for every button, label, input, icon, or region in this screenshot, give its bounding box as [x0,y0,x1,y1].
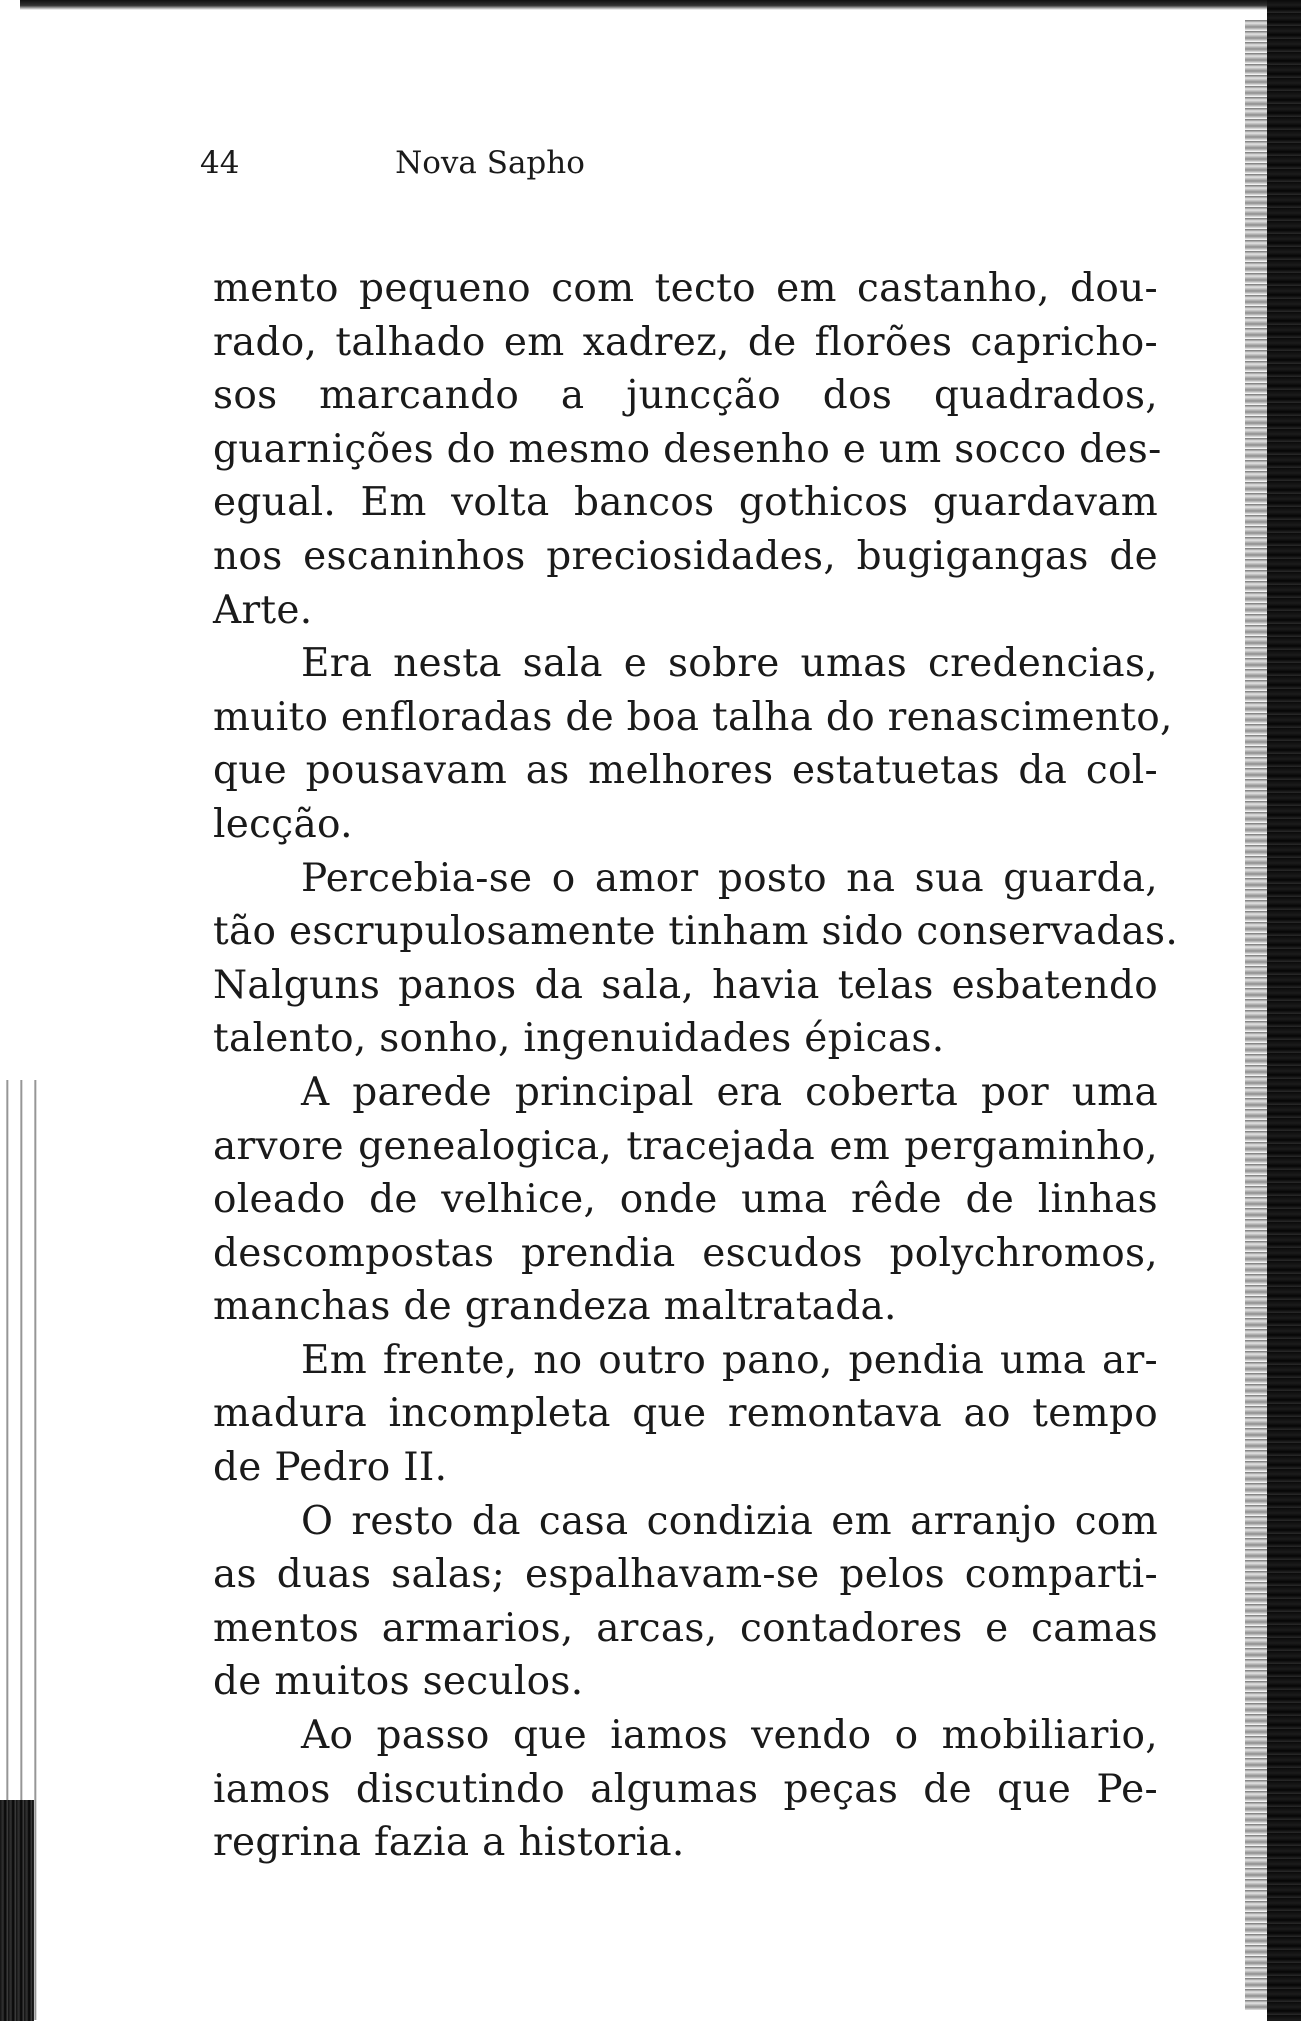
text-line: Arte. [213,587,313,633]
text-line: que pousavam as melhores estatuetas da col- [213,748,1158,794]
book-binding-edge [1267,0,1301,2021]
text-line: talento, sonho, ingenuidades épicas. [213,1016,945,1062]
text-line: guarnições do mesmo desenho e um socco des- [213,426,1162,472]
text-line: muito enfloradas de boa talha do renascimento, [213,694,1173,740]
text-line: tão escrupulosamente tinham sido conservadas. [213,909,1179,955]
text-line: de Pedro II. [213,1445,448,1491]
text-line: manchas de grandeza maltratada. [213,1284,897,1330]
text-line: Em frente, no outro pano, pendia uma ar- [301,1337,1158,1383]
text-line: mentos armarios, arcas, contadores e camas [213,1605,1158,1651]
page-edge-shadow [1245,20,1267,2010]
text-line: Ao passo que iamos vendo o mobiliario, [301,1713,1158,1759]
text-line: sos marcando a juncção dos quadrados, [213,373,1158,419]
scan-left-edge-dark [0,1800,34,2021]
text-line: de muitos seculos. [213,1659,584,1705]
text-line: rado, talhado em xadrez, de florões capricho- [213,319,1158,365]
text-line: A parede principal era coberta por uma [301,1069,1158,1115]
text-line: nos escaninhos preciosidades, bugigangas de [213,533,1158,579]
text-line: arvore genealogica, tracejada em pergaminho, [213,1123,1158,1169]
text-line: Nalguns panos da sala, havia telas esbatendo [213,962,1158,1008]
text-line: as duas salas; espalhavam-se pelos comparti- [213,1552,1158,1598]
text-line: oleado de velhice, onde uma rêde de linhas [213,1177,1158,1223]
text-line: O resto da casa condizia em arranjo com [301,1498,1158,1544]
text-body [213,262,1179,1870]
text-line: egual. Em volta bancos gothicos guardavam [213,480,1158,526]
text-line: lecção. [213,801,353,847]
page-header [200,145,780,191]
text-line: Era nesta sala e sobre umas credencias, [301,641,1158,687]
text-line: mento pequeno com tecto em castanho, dou- [213,266,1158,311]
text-line: madura incompleta que remontava ao tempo [213,1391,1158,1437]
text-line: descompostas prendia escudos polychromos, [213,1230,1158,1276]
text-line: iamos discutindo algumas peças de que Pe- [213,1766,1158,1812]
running-title: Nova Sapho [395,145,585,181]
text-line: regrina fazia a historia. [213,1820,685,1866]
page-top-edge [20,0,1290,10]
page-number: 44 [200,145,240,181]
text-line: Percebia-se o amor posto na sua guarda, [301,855,1158,901]
